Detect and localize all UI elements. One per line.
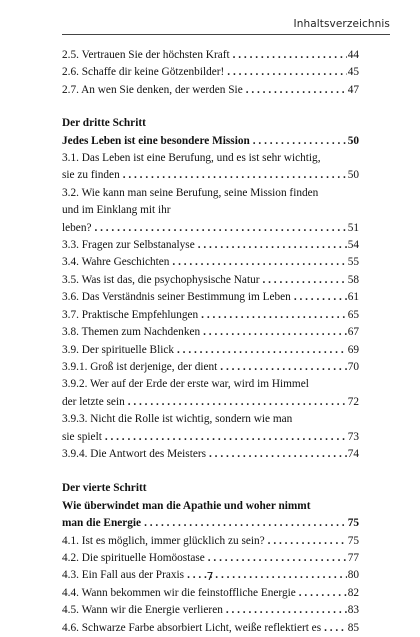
toc-entry	[62, 376, 359, 411]
toc-entry	[62, 133, 359, 150]
toc-entry-title: 2.6. Schaffe dir keine Götzenbilder!	[62, 66, 225, 79]
dot-leader	[172, 254, 346, 271]
toc-entry-line: und im Einklang mit ihr	[62, 204, 171, 217]
toc-entry-line: 3.2. Wie kann man seine Berufung, seine Mission finden	[62, 186, 319, 199]
toc-entry-title: 4.4. Wann bekommen wir die feinstoffliche Energie	[62, 586, 296, 599]
toc-page-number: 75	[347, 517, 359, 530]
toc-entry-title: 3.3. Fragen zur Selbstanalyse	[62, 239, 195, 252]
toc-entry-title: 3.5. Was ist das, die psychophysische Natur	[62, 273, 260, 286]
toc-page-number: 61	[347, 291, 359, 304]
toc-page-number: 77	[347, 551, 359, 564]
dot-leader	[105, 429, 347, 446]
toc-entry-last-line	[62, 394, 359, 411]
toc-entry-last-line	[62, 289, 359, 306]
dot-leader	[128, 394, 347, 411]
toc-entry	[62, 498, 359, 533]
toc-entry-last-line	[62, 272, 359, 289]
toc-page-number: 69	[347, 343, 359, 356]
toc-entry	[62, 254, 359, 271]
toc-page-number: 44	[347, 49, 359, 61]
dot-leader	[203, 324, 347, 341]
toc-entry	[62, 342, 359, 359]
dot-leader	[208, 550, 347, 567]
dot-leader	[220, 359, 346, 376]
dot-leader	[227, 64, 346, 81]
toc-entry-last-line	[62, 533, 359, 550]
toc-entry	[62, 64, 359, 81]
dot-leader	[226, 602, 347, 619]
toc-entry-title: der letzte sein	[62, 395, 125, 408]
section-heading-4: Der vierte Schritt	[62, 482, 147, 495]
toc-entry-last-line	[62, 550, 359, 567]
toc-entry-title: leben?	[62, 221, 92, 234]
dot-leader	[198, 237, 347, 254]
toc-page-number: 74	[347, 447, 359, 460]
section-title-4	[62, 498, 359, 533]
toc-page-number: 45	[347, 66, 359, 79]
toc-page-number: 58	[347, 273, 359, 286]
toc-entry-title: man die Energie	[62, 517, 142, 530]
toc-entry-title: 3.9.1. Groß ist derjenige, der dient	[62, 360, 218, 373]
toc-entry-title: 3.9.4. Die Antwort des Meisters	[62, 447, 207, 460]
toc-entry-last-line	[62, 64, 359, 81]
toc-entry-title: 4.5. Wann wir die Energie verlieren	[62, 604, 223, 617]
section-spacer	[62, 99, 359, 115]
toc-block-chapter-4	[62, 533, 359, 637]
toc-page-number: 82	[347, 586, 359, 599]
dot-leader	[94, 220, 346, 237]
toc-entry-last-line	[62, 602, 359, 619]
toc-entry-last-line	[62, 446, 359, 463]
toc-entry-title: 4.1. Ist es möglich, immer glücklich zu sein?	[62, 534, 265, 547]
toc-entry-last-line	[62, 237, 359, 254]
dot-leader	[123, 167, 347, 184]
toc-entry-title: 4.3. Ein Fall aus der Praxis	[62, 569, 185, 582]
toc-entry-last-line	[62, 515, 359, 532]
toc-entry-last-line	[62, 307, 359, 324]
toc-entry-line: 3.9.2. Wer auf der Erde der erste war, wird im Himmel	[62, 378, 309, 391]
section-heading-3: Der dritte Schritt	[62, 117, 146, 130]
toc-entry-last-line	[62, 342, 359, 359]
toc-page-number: 83	[347, 604, 359, 617]
toc-block-chapter-2	[62, 47, 359, 99]
toc-page-number: 47	[347, 83, 359, 96]
dot-leader	[268, 533, 347, 550]
toc-entry-line: 3.9.3. Nicht die Rolle ist wichtig, sondern wie man	[62, 413, 293, 426]
toc-page-number: 70	[347, 360, 359, 373]
toc-page-number: 54	[347, 239, 359, 252]
toc-block-chapter-3	[62, 150, 359, 463]
toc-page-number: 73	[347, 430, 359, 443]
toc-entry	[62, 359, 359, 376]
toc-entry-last-line	[62, 133, 359, 150]
toc-entry-last-line	[62, 220, 359, 237]
header-rule	[62, 34, 390, 35]
toc-entry	[62, 411, 359, 446]
toc-page-number: 75	[347, 534, 359, 547]
toc-entry	[62, 289, 359, 306]
toc-entry	[62, 150, 359, 185]
running-header: Inhaltsverzeichnis	[293, 18, 390, 30]
toc-entry-title: 3.8. Themen zum Nachdenken	[62, 326, 201, 339]
toc-page-number: 51	[347, 221, 359, 234]
toc-entry	[62, 324, 359, 341]
dot-leader	[233, 47, 347, 64]
toc-entry-last-line	[62, 324, 359, 341]
dot-leader	[294, 289, 347, 306]
toc-entry-last-line	[62, 620, 359, 637]
toc-entry-last-line	[62, 429, 359, 446]
toc-entry-title: 2.7. An wen Sie denken, der werden Sie	[62, 83, 243, 96]
dot-leader	[177, 342, 347, 359]
toc-entry-last-line	[62, 254, 359, 271]
dot-leader	[253, 133, 347, 150]
toc-page-number: 72	[347, 395, 359, 408]
toc-entry-title: 2.5. Vertrauen Sie der höchsten Kraft	[62, 49, 230, 61]
toc-entry-last-line	[62, 359, 359, 376]
toc-entry-title: Jedes Leben ist eine besondere Mission	[62, 134, 250, 147]
toc-entry-title: sie zu finden	[62, 169, 120, 182]
toc-entry	[62, 446, 359, 463]
toc-entry	[62, 550, 359, 567]
toc-entry	[62, 47, 359, 64]
toc-entry-last-line	[62, 167, 359, 184]
toc-entry-title: 4.2. Die spirituelle Homöostase	[62, 551, 205, 564]
table-of-contents	[62, 47, 359, 637]
toc-entry-last-line	[62, 47, 359, 64]
toc-page-number: 65	[347, 308, 359, 321]
toc-entry-line: Wie überwindet man die Apathie und woher nimmt	[62, 499, 311, 512]
toc-entry	[62, 533, 359, 550]
toc-page-number: 55	[347, 256, 359, 269]
toc-entry-title: 3.9. Der spirituelle Blick	[62, 343, 175, 356]
page-number: 7	[206, 570, 214, 583]
dot-leader	[209, 446, 347, 463]
dot-leader	[324, 620, 347, 637]
dot-leader	[263, 272, 347, 289]
toc-entry-title: 3.7. Praktische Empfehlungen	[62, 308, 199, 321]
dot-leader	[144, 515, 347, 532]
toc-entry	[62, 185, 359, 237]
dot-leader	[246, 82, 347, 99]
dot-leader	[201, 307, 347, 324]
toc-page-number: 80	[347, 569, 359, 582]
toc-page-number: 50	[347, 134, 359, 147]
toc-entry-title: sie spielt	[62, 430, 102, 443]
toc-entry	[62, 620, 359, 637]
toc-entry	[62, 602, 359, 619]
toc-entry	[62, 272, 359, 289]
toc-entry-title: 4.6. Schwarze Farbe absorbiert Licht, weiße reflektiert es	[62, 621, 322, 634]
toc-page-number: 50	[347, 169, 359, 182]
toc-page-number: 85	[347, 621, 359, 634]
section-spacer	[62, 463, 359, 480]
toc-entry-title: 3.6. Das Verständnis seiner Bestimmung im Leben	[62, 291, 291, 304]
toc-page-number: 67	[347, 326, 359, 339]
section-title-3	[62, 133, 359, 150]
toc-entry	[62, 82, 359, 99]
toc-entry-title: 3.4. Wahre Geschichten	[62, 256, 170, 269]
toc-entry-last-line	[62, 82, 359, 99]
toc-entry-line: 3.1. Das Leben ist eine Berufung, und es ist sehr wichtig,	[62, 152, 321, 165]
toc-entry	[62, 307, 359, 324]
toc-entry	[62, 237, 359, 254]
